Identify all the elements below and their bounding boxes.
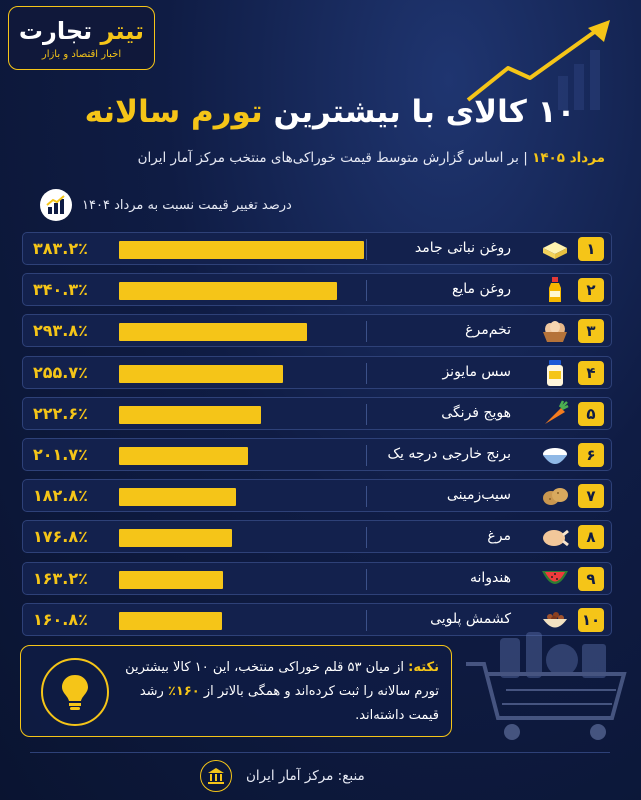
subtitle <box>40 150 605 166</box>
bar <box>119 241 364 259</box>
brand-tagline: اخبار اقتصاد و بازار <box>41 48 122 60</box>
bar-row <box>22 232 612 265</box>
title-part1: ۱۰ کالای با بیشترین <box>273 94 576 130</box>
row-divider <box>366 321 367 342</box>
bar <box>119 529 232 547</box>
bar <box>119 323 307 341</box>
bar <box>119 612 222 630</box>
note-text <box>119 656 439 728</box>
watermelon-icon <box>540 564 570 594</box>
brand-logo <box>8 6 155 70</box>
row-divider <box>366 404 367 425</box>
bar <box>119 365 283 383</box>
rank-badge: ۶ <box>578 443 604 467</box>
eggs-basket-icon <box>540 316 570 346</box>
rank-badge: ۱ <box>578 237 604 261</box>
category-label: تخم‌مرغ <box>465 322 511 339</box>
bar-row <box>22 397 612 430</box>
brand-name <box>19 17 144 45</box>
butter-icon <box>540 234 570 264</box>
category-label: روغن نباتی جامد <box>414 240 511 256</box>
bar-row <box>22 520 612 553</box>
rank-badge: ۹ <box>578 567 604 591</box>
row-divider <box>366 527 367 548</box>
chart-growth-icon <box>40 189 72 221</box>
brand-name-part2: تجارت <box>18 16 93 45</box>
source-label: منبع: مرکز آمار ایران <box>246 768 365 784</box>
oil-bottle-icon <box>540 275 570 305</box>
bar-value-label: ۲۲۲.۶٪ <box>33 403 88 423</box>
bar-row <box>22 562 612 595</box>
bar <box>119 488 236 506</box>
row-divider <box>366 280 367 301</box>
bar-row <box>22 314 612 347</box>
title-part2: تورم سالانه <box>84 94 263 130</box>
row-divider <box>366 569 367 590</box>
chicken-icon <box>540 522 570 552</box>
subtitle-date: مرداد ۱۴۰۵ <box>532 150 605 166</box>
note-box <box>20 645 452 737</box>
row-divider <box>366 610 367 631</box>
brand-name-part1: تیتر <box>100 16 145 45</box>
carrot-icon <box>540 399 570 429</box>
subtitle-separator: | <box>523 150 528 166</box>
bar-row <box>22 479 612 512</box>
category-label: مرغ <box>487 528 511 545</box>
rank-badge: ۴ <box>578 361 604 385</box>
bar-value-label: ۲۰۱.۷٪ <box>33 445 88 464</box>
bar-row <box>22 356 612 389</box>
row-divider <box>366 445 367 466</box>
rank-badge: ۸ <box>578 525 604 549</box>
bar-value-label: ۳۴۰.۳٪ <box>33 280 88 300</box>
category-label: سیب‌زمینی <box>446 487 511 504</box>
category-label: برنج خارجی درجه یک <box>387 446 511 462</box>
bar <box>119 447 248 465</box>
note-highlight: ۱۶۰٪ <box>167 684 200 699</box>
category-label: هندوانه <box>469 569 511 586</box>
category-label: سس مایونز <box>442 363 511 380</box>
shopping-cart-icon <box>462 628 632 743</box>
row-divider <box>366 239 367 260</box>
note-body-start: از میان ۵۳ قلم خوراکی منتخب، این ۱۰ کالا بیشترین تورم سالانه را ثبت کرده‌اند و همگی بالاتر از <box>125 660 439 699</box>
row-divider <box>366 486 367 507</box>
potato-icon <box>540 481 570 511</box>
rice-bowl-icon <box>540 440 570 470</box>
category-label: روغن مایع <box>451 281 511 298</box>
bar-value-label: ۱۶۳.۲٪ <box>33 568 88 588</box>
bar <box>119 282 337 300</box>
rank-badge: ۱۰ <box>578 608 604 632</box>
bar-value-label: ۳۸۳.۲٪ <box>33 239 88 258</box>
legend-label: درصد تغییر قیمت نسبت به مرداد ۱۴۰۴ <box>82 197 292 213</box>
lightbulb-icon <box>41 658 109 726</box>
bar-row <box>22 438 612 471</box>
bank-building-icon <box>200 760 232 792</box>
legend <box>40 188 292 222</box>
row-divider <box>366 363 367 384</box>
footer-divider <box>30 752 610 753</box>
rank-badge: ۳ <box>578 319 604 343</box>
category-label: کشمش پلویی <box>430 610 511 627</box>
rank-badge: ۷ <box>578 484 604 508</box>
bar-row <box>22 273 612 306</box>
source <box>200 760 365 792</box>
bar <box>119 406 261 424</box>
category-label: هویج فرنگی <box>441 404 511 421</box>
bar-value-label: ۲۵۵.۷٪ <box>33 362 88 382</box>
bar-value-label: ۱۶۰.۸٪ <box>33 609 88 629</box>
bar-value-label: ۲۹۳.۸٪ <box>33 321 88 341</box>
bar <box>119 571 223 589</box>
note-heading: نکته: <box>408 660 439 675</box>
bar-value-label: ۱۸۲.۸٪ <box>33 486 88 506</box>
subtitle-text: بر اساس گزارش متوسط قیمت خوراکی‌های منتخب مرکز آمار ایران <box>137 150 519 166</box>
page-title <box>60 94 600 130</box>
rank-badge: ۵ <box>578 402 604 426</box>
bar-value-label: ۱۷۶.۸٪ <box>33 527 88 547</box>
rank-badge: ۲ <box>578 278 604 302</box>
note-body-end: رشد قیمت داشته‌اند. <box>139 684 439 723</box>
mayonnaise-jar-icon <box>540 358 570 388</box>
